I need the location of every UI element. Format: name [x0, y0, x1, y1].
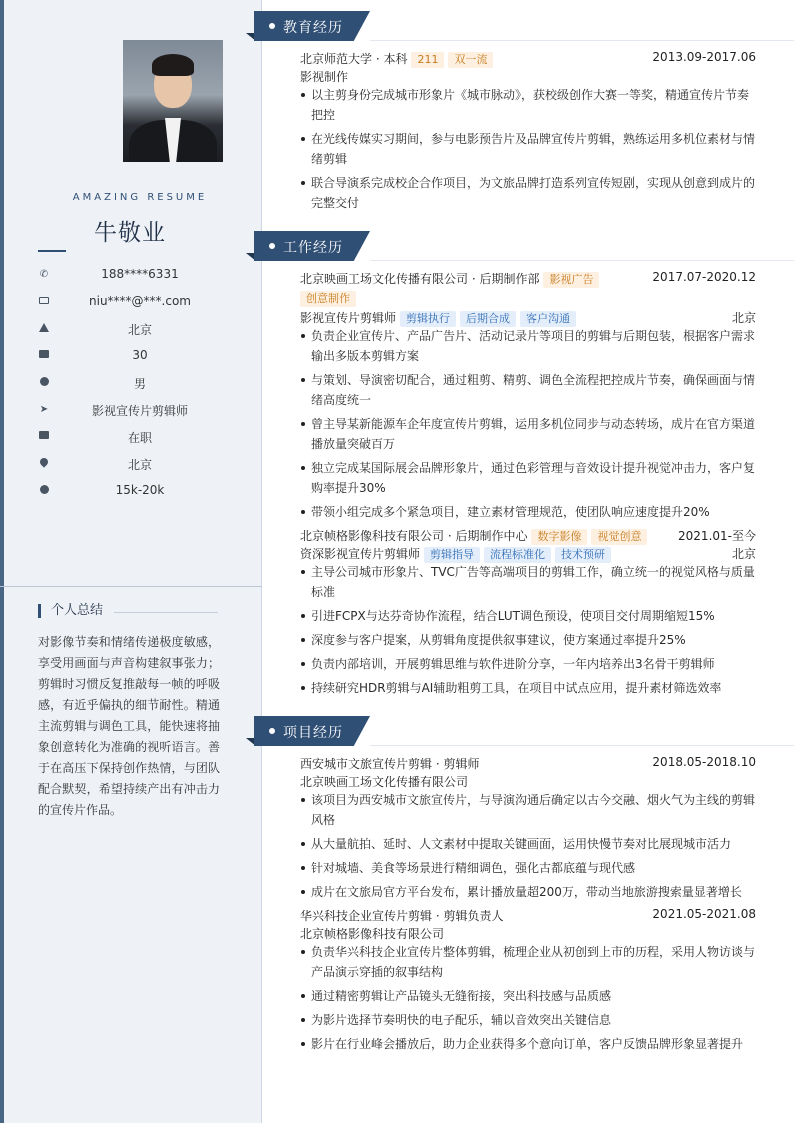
location-pin-icon	[38, 458, 50, 470]
job-period: 2017.07-2020.12	[652, 270, 756, 284]
list-item: 主导公司城市形象片、TVC广告等高端项目的剪辑工作，确立统一的视觉风格与质量标准	[300, 562, 756, 602]
role-tag: 流程标准化	[484, 547, 551, 563]
email-icon	[38, 296, 50, 308]
list-item: 负责华兴科技企业宣传片整体剪辑，梳理企业从初创到上市的历程，采用人物访谈与产品演示穿插的叙事结构	[300, 942, 756, 982]
summary-rule	[114, 612, 218, 613]
info-gender	[38, 374, 238, 392]
project-name: 西安城市文旅宣传片剪辑 · 剪辑师	[300, 757, 480, 771]
phone-icon: ✆	[39, 269, 49, 280]
school-name: 北京师范大学 · 本科	[300, 52, 408, 66]
sidebar-divider	[0, 586, 262, 587]
job-period: 2021.01-至今	[678, 529, 756, 543]
job-tag-row	[300, 291, 756, 309]
school-tag: 211	[411, 52, 444, 68]
info-value: 在职	[127, 431, 152, 445]
sidebar-accent-edge	[0, 0, 4, 1123]
section-header-projects	[246, 716, 376, 746]
project-name: 华兴科技企业宣传片剪辑 · 剪辑负责人	[300, 909, 504, 923]
list-item: 曾主导某新能源车企年度宣传片剪辑，运用多机位同步与动态转场，成片在官方渠道播放量突破百万	[300, 414, 756, 454]
section-rule	[370, 260, 794, 261]
project-header-row	[300, 907, 756, 925]
education-period: 2013.09-2017.06	[652, 50, 756, 64]
sidebar	[0, 0, 262, 1123]
summary-title: 个人总结	[38, 604, 103, 618]
info-phone	[38, 266, 238, 284]
school-tag: 双一流	[448, 52, 493, 68]
info-value: 188****6331	[101, 267, 179, 281]
info-value: 15k-20k	[115, 483, 165, 497]
section-header-education	[246, 11, 376, 41]
section-header-work	[246, 231, 376, 261]
job-header-row	[300, 527, 756, 545]
list-item: 带领小组完成多个紧急项目，建立素材管理规范，使团队响应速度提升20%	[300, 502, 756, 522]
company-tag: 视觉创意	[591, 529, 647, 545]
role-tag: 后期合成	[460, 311, 516, 327]
role-tag: 客户沟通	[520, 311, 576, 327]
list-item: 针对城墙、美食等场景进行精细调色，强化古都底蕴与现代感	[300, 858, 756, 878]
profile-photo	[123, 40, 223, 162]
list-item: 通过精密剪辑让产品镜头无缝衔接，突出科技感与品质感	[300, 986, 756, 1006]
role-tag: 技术预研	[555, 547, 611, 563]
project-period: 2021.05-2021.08	[652, 907, 756, 921]
home-icon	[38, 323, 50, 335]
info-value: 北京	[127, 458, 152, 472]
salary-icon	[38, 485, 50, 497]
list-item: 负责企业宣传片、产品广告片、活动记录片等项目的剪辑与后期包装，根据客户需求输出多版本剪辑方案	[300, 326, 756, 366]
job-role: 资深影视宣传片剪辑师	[300, 547, 421, 561]
list-item: 以主剪身份完成城市形象片《城市脉动》，获校级创作大赛一等奖，精通宣传片节奏把控	[300, 85, 756, 125]
list-item: 联合导演系完成校企合作项目，为文旅品牌打造系列宣传短剧，实现从创意到成片的完整交付	[300, 173, 756, 213]
project-org: 北京映画工场文化传播有限公司	[300, 775, 469, 789]
company-tag: 影视广告	[543, 272, 599, 288]
list-item: 影片在行业峰会播放后，助力企业获得多个意向订单，客户反馈品牌形象显著提升	[300, 1034, 756, 1054]
section-rule	[370, 745, 794, 746]
info-city	[38, 455, 238, 473]
cake-icon	[38, 350, 50, 362]
section-title: 项目经历	[283, 725, 343, 741]
main-content	[262, 0, 794, 1123]
role-tag: 剪辑执行	[400, 311, 456, 327]
job-role: 影视宣传片剪辑师	[300, 311, 397, 325]
briefcase-icon	[38, 431, 50, 443]
project-period: 2018.05-2018.10	[652, 755, 756, 769]
candidate-name: 牛敬业	[94, 220, 166, 246]
info-value: 男	[133, 377, 146, 391]
info-value: 30	[132, 348, 148, 362]
list-item: 持续研究HDR剪辑与AI辅助粗剪工具，在项目中试点应用，提升素材筛选效率	[300, 678, 756, 698]
list-item: 在光线传媒实习期间，参与电影预告片及品牌宣传片剪辑，熟练运用多机位素材与情绪剪辑	[300, 129, 756, 169]
summary-text: 对影像节奏和情绪传递极度敏感，享受用画面与声音构建叙事张力；剪辑时习惯反复推敲每一帧的呼吸感，有近乎偏执的细节耐性。精通主流剪辑与调色工具，能快速将抽象创意转化为准确的视听语言。善于在高压下保持创作热情，与团队配合默契，希望持续产出有冲击力的宣传片作品。	[38, 635, 220, 817]
job-header-row	[300, 270, 756, 288]
company-name: 北京映画工场文化传播有限公司 · 后期制作部	[300, 272, 540, 286]
info-status	[38, 428, 238, 446]
list-item: 与策划、导演密切配合，通过粗剪、精剪、调色全流程把控成片节奏，确保画面与情绪高度统一	[300, 370, 756, 410]
list-item: 成片在文旅局官方平台发布，累计播放量超200万，带动当地旅游搜索量显著增长	[300, 882, 756, 902]
resume-tagline: AMAZING RESUME	[72, 192, 208, 203]
list-item: 为影片选择节奏明快的电子配乐，辅以音效突出关键信息	[300, 1010, 756, 1030]
gender-icon	[38, 377, 50, 389]
section-title: 教育经历	[283, 20, 343, 36]
info-value: niu****@***.com	[89, 294, 191, 308]
info-value: 影视宣传片剪辑师	[91, 404, 188, 418]
project-header-row	[300, 755, 756, 773]
education-header-row	[300, 50, 756, 68]
education-major: 影视制作	[300, 70, 349, 84]
company-tag: 创意制作	[300, 291, 356, 307]
job-role-row	[300, 545, 756, 563]
list-item: 深度参与客户提案，从剪辑角度提供叙事建议，使方案通过率提升25%	[300, 630, 756, 650]
info-age	[38, 347, 238, 365]
list-item: 独立完成某国际展会品牌形象片，通过色彩管理与音效设计提升视觉冲击力，客户复购率提升30%	[300, 458, 756, 498]
project-org: 北京帧格影像科技有限公司	[300, 927, 445, 941]
info-home	[38, 320, 238, 338]
info-value: 北京	[127, 323, 152, 337]
info-salary	[38, 482, 238, 500]
name-underline	[38, 250, 66, 252]
company-name: 北京帧格影像科技有限公司 · 后期制作中心	[300, 529, 528, 543]
job-city: 北京	[731, 311, 756, 325]
list-item: 从大量航拍、延时、人文素材中提取关键画面，运用快慢节奏对比展现城市活力	[300, 834, 756, 854]
list-item: 负责内部培训，开展剪辑思维与软件进阶分享，一年内培养出3名骨干剪辑师	[300, 654, 756, 674]
list-item: 该项目为西安城市文旅宣传片，与导演沟通后确定以古今交融、烟火气为主线的剪辑风格	[300, 790, 756, 830]
section-rule	[370, 40, 794, 41]
list-item: 引进FCPX与达芬奇协作流程，结合LUT调色预设，使项目交付周期缩短15%	[300, 606, 756, 626]
role-tag: 剪辑指导	[424, 547, 480, 563]
job-role-row	[300, 309, 756, 327]
section-title: 工作经历	[283, 240, 343, 256]
job-city: 北京	[731, 547, 756, 561]
company-tag: 数字影像	[531, 529, 587, 545]
info-email	[38, 293, 238, 311]
send-icon: ➤	[39, 404, 49, 415]
info-position	[38, 401, 238, 419]
